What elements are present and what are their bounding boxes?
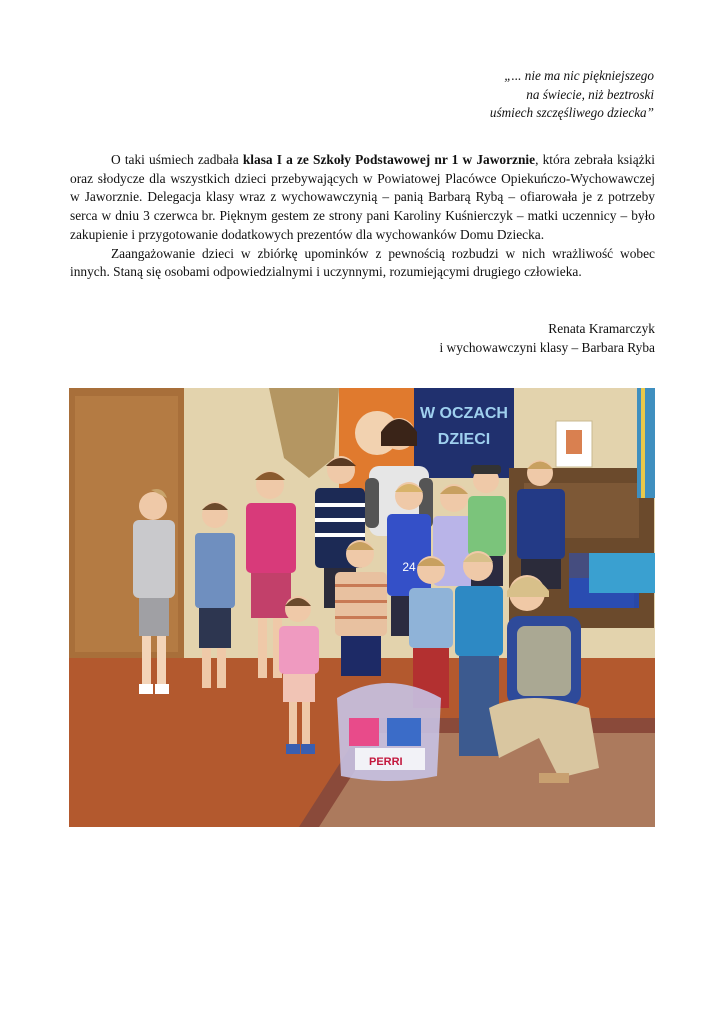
paragraph-1-bold: klasa I a ze Szkoły Podstawowej nr 1 w Jaworznie [242, 152, 536, 167]
paragraph-2: Zaangażowanie dzieci w zbiórkę upominków z pewnością rozbudzi w nich wrażliwość wobec innych. Staną się osobami odpowiedzialnymi i uczynnymi, rozumiejącymi drugiego człowieka. [70, 245, 655, 280]
picture-frame-1-image [566, 430, 582, 454]
paragraph-1 [70, 151, 655, 245]
article-body [70, 151, 655, 282]
gift-basket [337, 683, 441, 781]
signature-author: Renata Kramarczyk [548, 321, 655, 336]
table-cloth [589, 553, 655, 593]
opening-quote [334, 67, 654, 123]
group-photo-illustration [69, 388, 655, 827]
side-curtain-stripe [641, 388, 645, 498]
signature-teacher: i wychowawczyni klasy – Barbara Ryba [439, 340, 655, 355]
banner-text-1: W OCZACH [420, 405, 508, 422]
signature [275, 319, 655, 357]
paragraph-1-rest: , która zebrała książki oraz słodycze dla wszystkich dzieci przebywających w Powiatowej Placówce Opiekuńczo-Wychowawczej w Jaworznie. Delegacja klasy wraz z wychowawczynią – panią Barbarą Rybą – ofiarowała je z potrzeby serca w dniu 3 czerwca br. Pięknym gestem ze strony pani Karoliny Kuśnierczyk – matki uczennicy – było zakupienie i przygotowanie dodatkowych prezentów dla wychowanków Domu Dziecka. [70, 152, 655, 242]
side-curtain [637, 388, 655, 498]
quote-line-2: na świecie, niż beztroski [526, 86, 654, 102]
quote-line-3: uśmiech szczęśliwego dziecka” [489, 105, 654, 120]
banner-text-2: DZIECI [437, 431, 491, 448]
gift-label: PERRI [369, 756, 403, 768]
paragraph-1-start: O taki uśmiech zadbała [111, 152, 243, 167]
group-photo [69, 388, 655, 827]
svg-text:24: 24 [402, 560, 416, 574]
quote-line-1: „... nie ma nic piękniejszego [504, 68, 654, 83]
